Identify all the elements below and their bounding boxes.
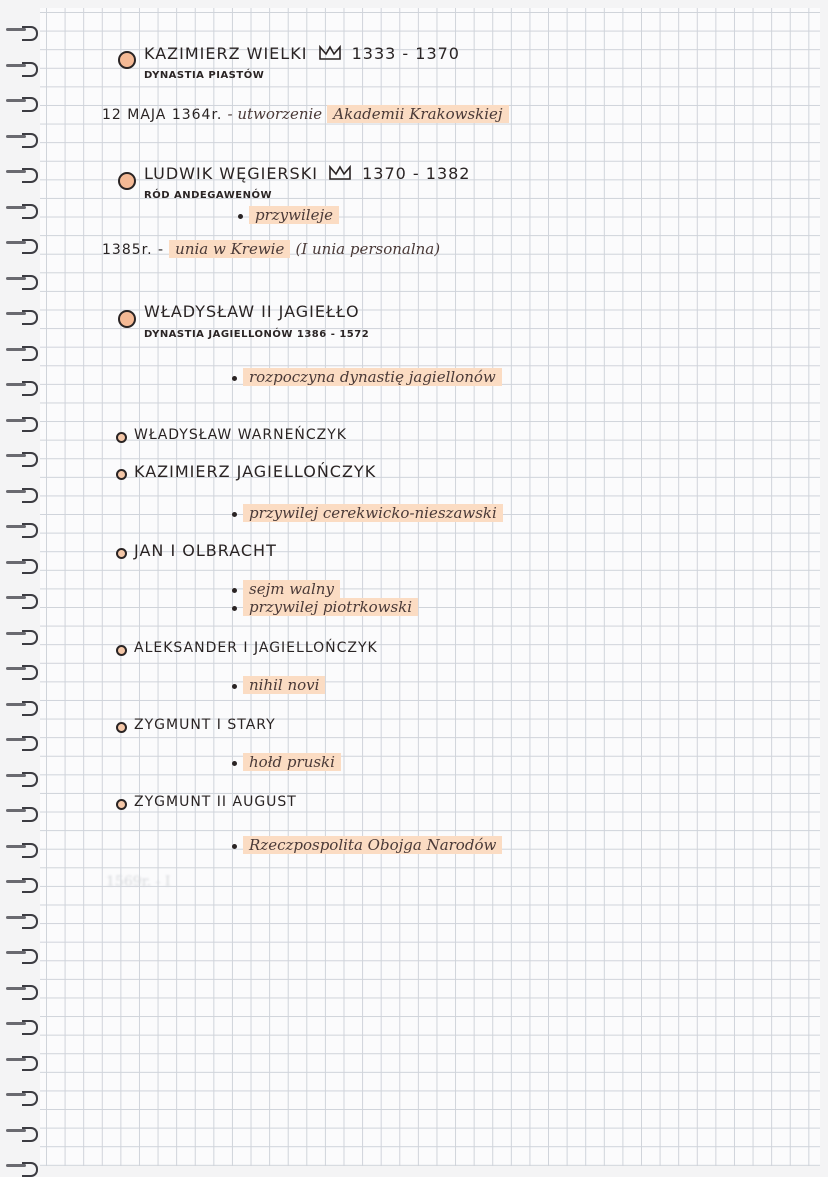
ruler-name: WŁADYSŁAW WARNEŃCZYK xyxy=(134,427,347,443)
ruler-name: ZYGMUNT I STARY xyxy=(134,717,276,733)
spiral-ring-icon xyxy=(6,949,40,961)
erased-note: 1569r. - I xyxy=(106,874,171,890)
spiral-ring-icon xyxy=(6,133,40,145)
spiral-ring-icon xyxy=(6,97,40,109)
bullet-icon xyxy=(238,214,243,219)
ruler-marker-icon xyxy=(116,722,127,733)
bullet-icon xyxy=(232,588,237,593)
spiral-ring-icon xyxy=(6,843,40,855)
bullet-text: sejm walny xyxy=(243,580,340,598)
spiral-ring-icon xyxy=(6,736,40,748)
bullet-text: hołd pruski xyxy=(243,753,341,771)
spiral-ring-icon xyxy=(6,1056,40,1068)
ruler-marker-icon xyxy=(116,799,127,810)
event-date: 12 MAJA 1364r. xyxy=(102,107,223,123)
spiral-ring-icon xyxy=(6,452,40,464)
event-highlight: Akademii Krakowskiej xyxy=(327,105,508,123)
bullet-text: nihil novi xyxy=(243,676,325,694)
spiral-ring-icon xyxy=(6,878,40,890)
spiral-ring-icon xyxy=(6,1091,40,1103)
bullet-item xyxy=(232,836,502,854)
ruler-marker-icon xyxy=(118,51,136,69)
ruler-name: WŁADYSŁAW II JAGIEŁŁO xyxy=(144,302,360,321)
bullet-item xyxy=(232,676,325,694)
bullet-item xyxy=(232,580,340,598)
ruler-name: LUDWIK WĘGIERSKI xyxy=(144,164,318,183)
spiral-ring-icon xyxy=(6,26,40,38)
ruler-marker-icon xyxy=(116,645,127,656)
bullet-text: Rzeczpospolita Obojga Narodów xyxy=(243,836,502,854)
bullet-icon xyxy=(232,606,237,611)
bullet-icon xyxy=(232,844,237,849)
bullet-icon xyxy=(232,376,237,381)
event-text: - utworzenie xyxy=(227,105,323,123)
bullet-icon xyxy=(232,512,237,517)
spiral-ring-icon xyxy=(6,594,40,606)
ruler-name: ZYGMUNT II AUGUST xyxy=(134,794,297,810)
ruler-marker-icon xyxy=(118,172,136,190)
bullet-item xyxy=(238,206,339,224)
ruler-marker-icon xyxy=(116,548,127,559)
spiral-ring-icon xyxy=(6,665,40,677)
bullet-item xyxy=(232,504,503,522)
event-1385 xyxy=(102,239,440,258)
ruler-name: JAN I OLBRACHT xyxy=(134,541,277,560)
reign-years: 1370 - 1382 xyxy=(362,164,471,183)
spiral-ring-icon xyxy=(6,204,40,216)
bullet-icon xyxy=(232,761,237,766)
event-1364 xyxy=(102,104,509,123)
spiral-ring-icon xyxy=(6,1127,40,1139)
spiral-ring-icon xyxy=(6,1162,40,1174)
bullet-icon xyxy=(232,684,237,689)
bullet-text: przywilej cerekwicko-nieszawski xyxy=(243,504,503,522)
spiral-ring-icon xyxy=(6,630,40,642)
bullet-item xyxy=(232,753,341,771)
spiral-ring-icon xyxy=(6,417,40,429)
spiral-ring-icon xyxy=(6,346,40,358)
spiral-ring-icon xyxy=(6,381,40,393)
spiral-ring-icon xyxy=(6,807,40,819)
ruler-heading xyxy=(144,44,460,63)
ruler-name: KAZIMIERZ WIELKI xyxy=(144,44,308,63)
spiral-ring-icon xyxy=(6,275,40,287)
spiral-ring-icon xyxy=(6,488,40,500)
spiral-ring-icon xyxy=(6,985,40,997)
event-highlight: unia w Krewie xyxy=(169,240,290,258)
ruler-name: KAZIMIERZ JAGIELLOŃCZYK xyxy=(134,462,377,481)
ruler-name: ALEKSANDER I JAGIELLOŃCZYK xyxy=(134,640,378,656)
dynasty-label: RÓD ANDEGAWENÓW xyxy=(144,190,272,201)
crown-icon xyxy=(318,45,342,61)
notebook-page xyxy=(40,8,820,1166)
spiral-ring-icon xyxy=(6,559,40,571)
spiral-ring-icon xyxy=(6,310,40,322)
dynasty-label: DYNASTIA JAGIELLONÓW 1386 - 1572 xyxy=(144,329,370,340)
spiral-ring-icon xyxy=(6,1020,40,1032)
ruler-marker-icon xyxy=(118,310,136,328)
ruler-heading xyxy=(144,164,470,183)
bullet-text: przywileje xyxy=(249,206,339,224)
event-note: (I unia personalna) xyxy=(295,240,441,258)
spiral-ring-icon xyxy=(6,168,40,180)
spiral-ring-icon xyxy=(6,62,40,74)
event-date: 1385r. - xyxy=(102,242,165,258)
bullet-text: przywilej piotrkowski xyxy=(243,598,418,616)
crown-icon xyxy=(328,165,352,181)
reign-years: 1333 - 1370 xyxy=(351,44,460,63)
bullet-text: rozpoczyna dynastię jagiellonów xyxy=(243,368,502,386)
ruler-marker-icon xyxy=(116,432,127,443)
spiral-ring-icon xyxy=(6,914,40,926)
spiral-ring-icon xyxy=(6,772,40,784)
bullet-item xyxy=(232,598,418,616)
spiral-ring-icon xyxy=(6,239,40,251)
ruler-marker-icon xyxy=(116,469,127,480)
bullet-item xyxy=(232,368,502,386)
spiral-ring-icon xyxy=(6,523,40,535)
dynasty-label: DYNASTIA PIASTÓW xyxy=(144,70,265,81)
spiral-ring-icon xyxy=(6,701,40,713)
